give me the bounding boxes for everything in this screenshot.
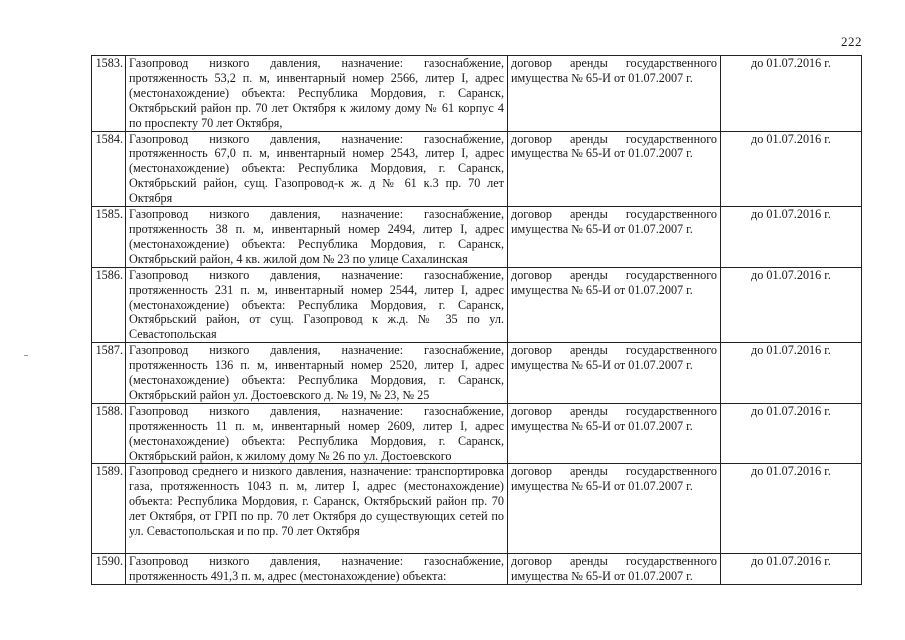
table-row <box>92 403 862 464</box>
lease-term: до 01.07.2016 г. <box>721 131 862 207</box>
lease-document: договор аренды государственного имущества № 65-И от 01.07.2007 г. <box>508 464 721 554</box>
table-row <box>92 464 862 554</box>
row-number: 1588. <box>92 403 126 464</box>
lease-term: до 01.07.2016 г. <box>721 464 862 554</box>
object-description: Газопровод низкого давления, назначение: газоснабжение, протяженность 53,2 п. м, инвентарный номер 2566, литер I, адрес (местонахождение) объекта: Республика Мордовия, г. Саранск, Октябрьский район пр. 70 лет Октября к жилому дому № 61 корпус 4 по проспекту 70 лет Октября, <box>126 56 508 132</box>
lease-term: до 01.07.2016 г. <box>721 403 862 464</box>
scan-mark <box>24 355 28 356</box>
lease-document: договор аренды государственного имущества № 65-И от 01.07.2007 г. <box>508 554 721 585</box>
object-description: Газопровод низкого давления, назначение: газоснабжение, протяженность 491,3 п. м, адрес (местонахождение) объекта: <box>126 554 508 585</box>
table-row <box>92 131 862 207</box>
row-number: 1587. <box>92 343 126 404</box>
table-row <box>92 343 862 404</box>
table-row <box>92 554 862 585</box>
lease-document: договор аренды государственного имущества № 65-И от 01.07.2007 г. <box>508 267 721 343</box>
lease-document: договор аренды государственного имущества № 65-И от 01.07.2007 г. <box>508 56 721 132</box>
lease-term: до 01.07.2016 г. <box>721 56 862 132</box>
object-description: Газопровод низкого давления, назначение: газоснабжение, протяженность 67,0 п. м, инвентарный номер 2543, литер I, адрес (местонахождение) объекта: Республика Мордовия, г. Саранск, Октябрьский район, сущ. Газопровод-к ж. д № 61 к.3 пр. 70 лет Октября <box>126 131 508 207</box>
object-description: Газопровод низкого давления, назначение: газоснабжение, протяженность 11 п. м, инвентарный номер 2609, литер I, адрес (местонахождение) объекта: Республика Мордовия, г. Саранск, Октябрьский район, к жилому дому № 26 по ул. Достоевского <box>126 403 508 464</box>
row-number: 1590. <box>92 554 126 585</box>
page-number: 222 <box>841 34 862 49</box>
row-number: 1589. <box>92 464 126 554</box>
lease-document: договор аренды государственного имущества № 65-И от 01.07.2007 г. <box>508 403 721 464</box>
row-number: 1583. <box>92 56 126 132</box>
row-number: 1585. <box>92 207 126 268</box>
object-description: Газопровод низкого давления, назначение: газоснабжение, протяженность 231 п. м, инвентарный номер 2544, литер I, адрес (местонахождение) объекта: Республика Мордовия, г. Саранск, Октябрьский район, от сущ. Газопровод к ж.д. № 35 по ул. Севастопольская <box>126 267 508 343</box>
object-description: Газопровод низкого давления, назначение: газоснабжение, протяженность 136 п. м, инвентарный номер 2520, литер I, адрес (местонахождение) объекта: Республика Мордовия, г. Саранск, Октябрьский район ул. Достоевского д. № 19, № 23, № 25 <box>126 343 508 404</box>
table-row <box>92 56 862 132</box>
row-number: 1586. <box>92 267 126 343</box>
property-table <box>91 55 862 585</box>
object-description: Газопровод низкого давления, назначение: газоснабжение, протяженность 38 п. м, инвентарный номер 2494, литер I, адрес (местонахождение) объекта: Республика Мордовия, г. Саранск, Октябрьский район, 4 кв. жилой дом № 23 по улице Сахалинская <box>126 207 508 268</box>
lease-term: до 01.07.2016 г. <box>721 267 862 343</box>
lease-document: договор аренды государственного имущества № 65-И от 01.07.2007 г. <box>508 343 721 404</box>
table-row <box>92 207 862 268</box>
lease-term: до 01.07.2016 г. <box>721 343 862 404</box>
table-row <box>92 267 862 343</box>
lease-term: до 01.07.2016 г. <box>721 207 862 268</box>
lease-document: договор аренды государственного имущества № 65-И от 01.07.2007 г. <box>508 131 721 207</box>
lease-term: до 01.07.2016 г. <box>721 554 862 585</box>
row-number: 1584. <box>92 131 126 207</box>
lease-document: договор аренды государственного имущества № 65-И от 01.07.2007 г. <box>508 207 721 268</box>
object-description: Газопровод среднего и низкого давления, назначение: транспортировка газа, протяженность 1043 п. м, литер I, адрес (местонахождение) объекта: Республика Мордовия, г. Саранск, Октябрьский район пр. 70 лет Октября, от ГРП по пр. 70 лет Октября до существующих сетей по ул. Севастопольская и по пр. 70 лет Октября <box>126 464 508 554</box>
